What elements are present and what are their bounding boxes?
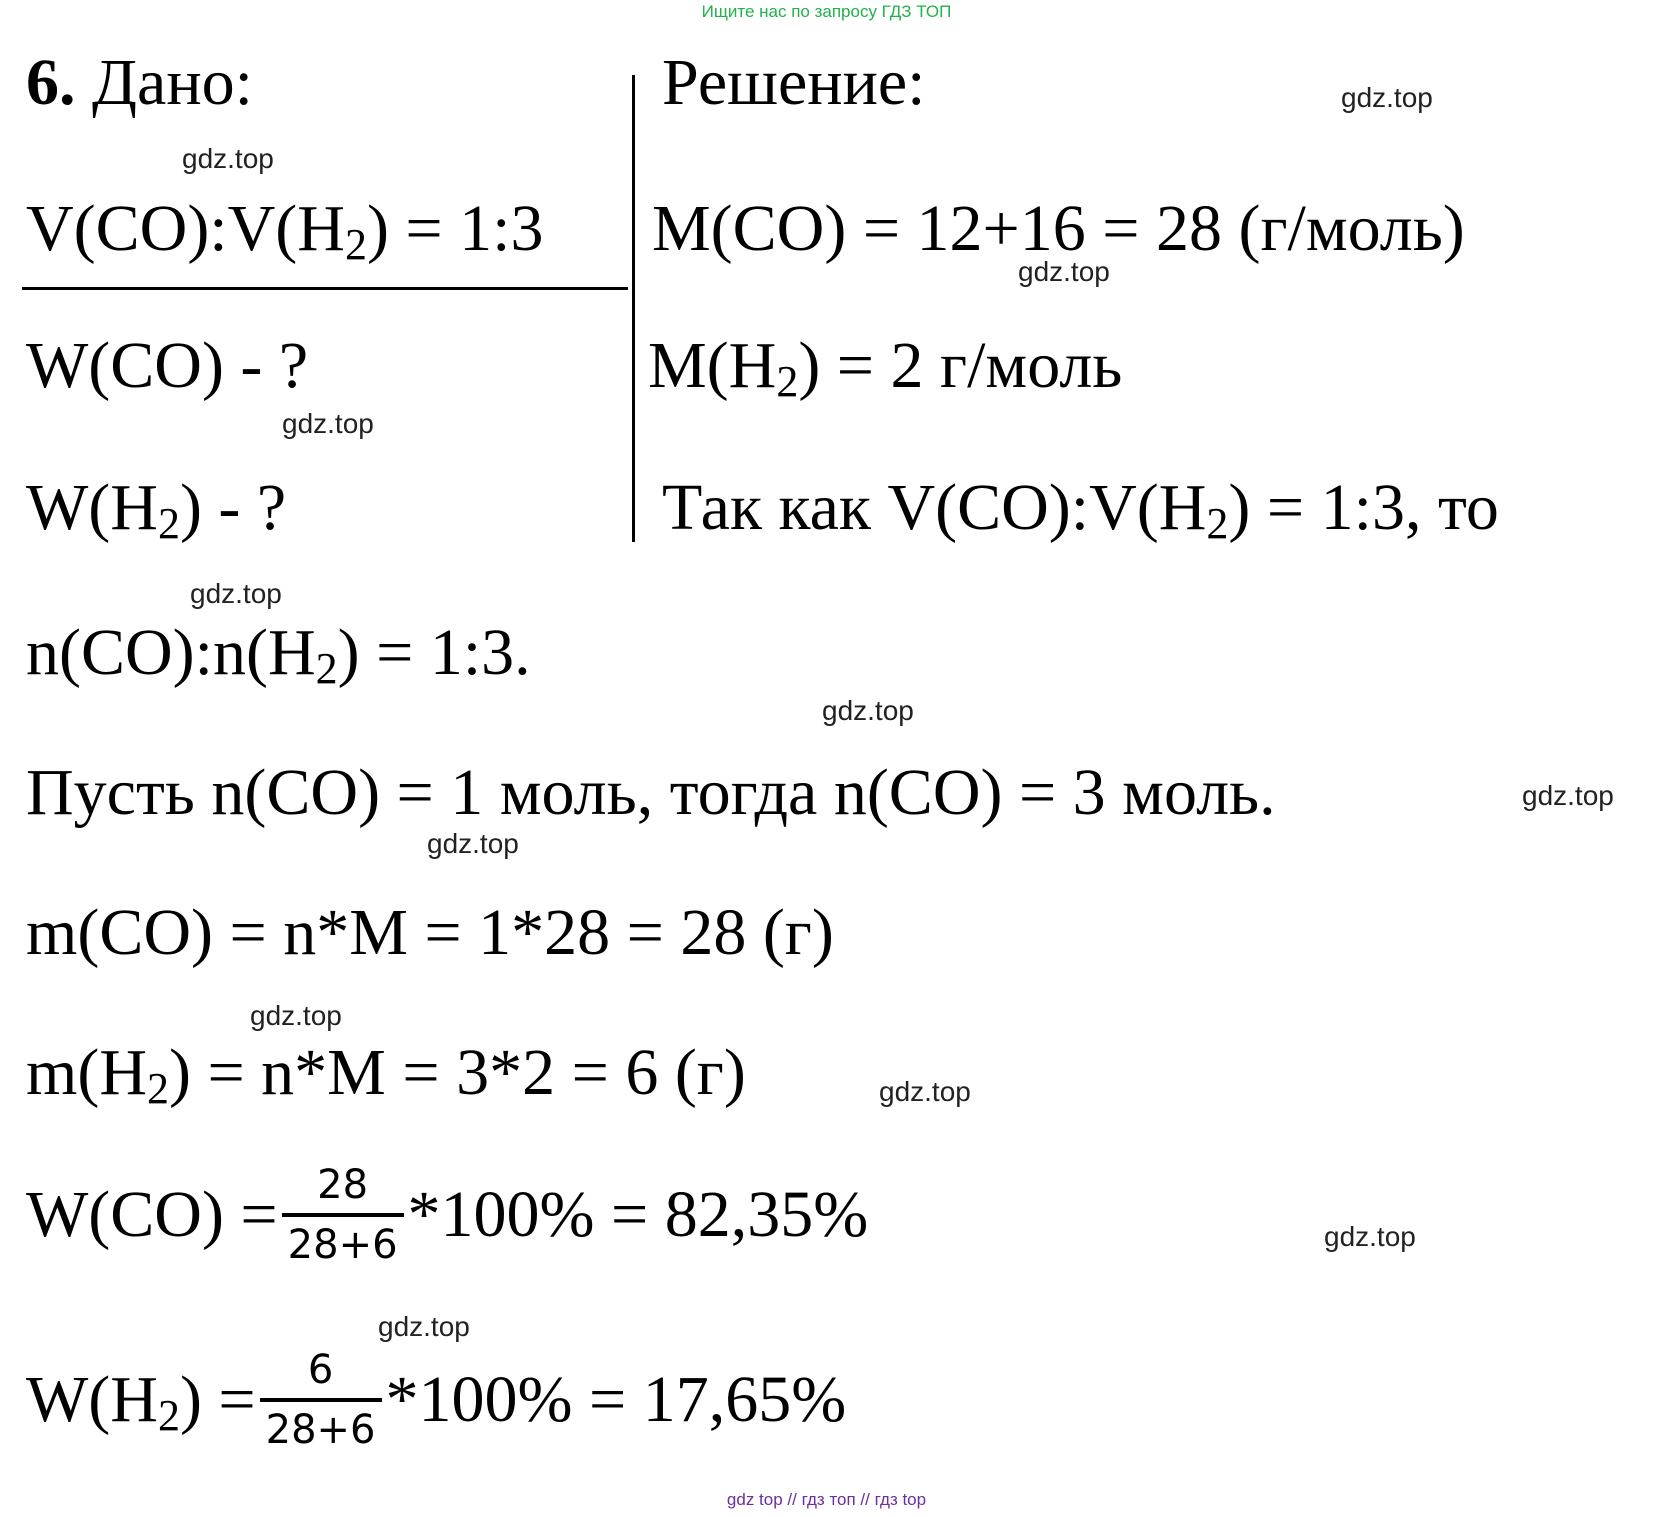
given-divider — [22, 287, 628, 290]
fraction-h2-expr: $\frac{6}{28+6}$ — [260, 1348, 382, 1452]
watermark: gdz.top — [879, 1076, 971, 1107]
find-w-h2: $W(H_2)$ - ? — [26, 471, 287, 548]
watermark: gdz.top — [378, 1311, 470, 1342]
find-w-co: W(CO) - ? — [26, 329, 309, 402]
watermark: gdz.top — [1324, 1221, 1416, 1252]
let-statement: Пусть n(CO) = 1 моль, тогда n(CO) = 3 моль. — [26, 756, 1276, 829]
watermark: gdz.top — [1018, 256, 1110, 287]
watermark: gdz.top — [1341, 82, 1433, 113]
problem-number: 6. — [26, 46, 76, 119]
watermark: gdz.top — [282, 408, 374, 439]
fraction-co-expr: $\frac{28}{28+6}$ — [282, 1163, 404, 1267]
molar-mass-co: M(CO) = 12+16 = 28 (г/моль) — [652, 192, 1465, 265]
watermark: gdz.top — [250, 1000, 342, 1031]
section-divider — [632, 75, 635, 542]
bottom-banner: gdz top // гдз топ // гдз top — [726, 1490, 927, 1509]
watermark: gdz.top — [182, 143, 274, 174]
watermark: gdz.top — [190, 578, 282, 609]
fraction-h2: $W(H_2)$ = $\frac{6}{28+6}$ *100% = 17,65% — [26, 1347, 847, 1453]
fraction-co: W(CO) = $\frac{28}{28+6}$ *100% = 82,35% — [26, 1162, 869, 1268]
watermark: gdz.top — [822, 695, 914, 726]
mole-ratio: $n(CO):n(H_2)$ = 1:3. — [26, 616, 531, 693]
since-ratio: Так как $V(CO):V(H_2)$ = 1:3, то — [662, 471, 1499, 548]
mass-h2: $m(H_2) = n*M = 3*2 = 6$ (г) — [26, 1036, 746, 1113]
watermark: gdz.top — [427, 828, 519, 859]
top-banner: Ищите нас по запросу ГДЗ ТОП — [701, 2, 952, 21]
given-ratio: $V(CO):V(H_2)$ = 1:3 — [26, 192, 544, 269]
molar-mass-h2: $M(H_2) = 2$ г/моль — [648, 329, 1123, 406]
given-label: Дано: — [75, 46, 253, 119]
watermark: gdz.top — [1522, 780, 1614, 811]
mass-co: m(CO) = n*M = 1*28 = 28 (г) — [26, 896, 834, 969]
solution-heading: Решение: — [662, 46, 926, 119]
given-heading — [26, 46, 253, 119]
